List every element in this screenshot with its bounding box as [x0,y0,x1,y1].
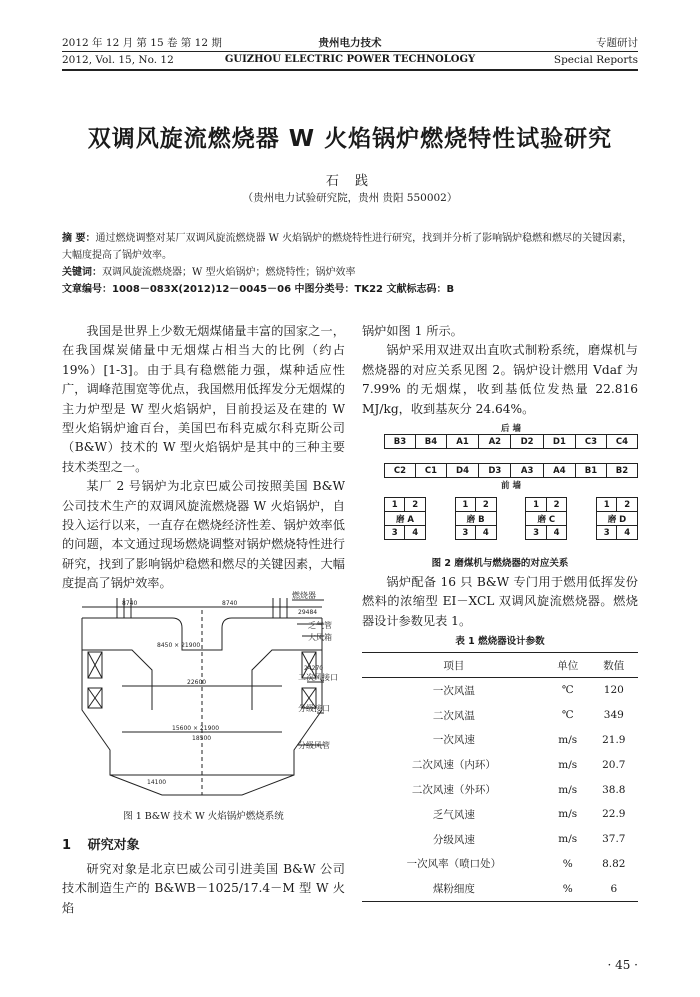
front-burner-5: A4 [543,464,575,478]
table1-header-1: 单位 [546,653,590,678]
table-cell-item: 乏气风速 [432,808,475,821]
mill-0 [384,497,426,540]
table-cell-value: 6 [590,876,638,901]
front-wall-label: 前 墙 [501,480,521,491]
figure2-caption [362,555,638,569]
label-staged-port: 分级接口 [298,704,330,713]
header-section-cn: 专题研讨 [596,37,638,49]
front-row [385,464,638,478]
header-rule-thick [62,69,638,71]
paragraph-intro: 我国是世界上少数无烟煤储量丰富的国家之一，在我国煤炭储量中无烟煤占相当大的比例（约占 19%）[1-3]。由于具有稳燃能力强，煤种适应性广，调峰范围宽等优点，我国燃用低挥发分无烟煤的主力炉型是 W 型火焰锅炉，目前投运及在建的 W 型火焰锅炉逾百台，美国巴布科克威尔科克斯公司（B&W）技术的 W 型火焰锅炉是其中的三种主要技术类型之一。 [62,324,345,474]
table-row [362,852,638,877]
affiliation: （贵州电力试验研究院，贵州 贵阳 550002） [242,192,458,204]
paper-title: 双调风旋流燃烧器 W 火焰锅炉燃烧特性试验研究 [87,126,613,152]
mill-outlet: 4 [617,526,638,540]
table-cell-unit: m/s [558,808,578,821]
table1-caption-text: 表 1 燃烧器设计参数 [455,636,545,647]
header-issue-en: 2012, Vol. 15, No. 12 [62,54,174,66]
table-row [362,827,638,852]
label-big-duct: 大风箱 [308,633,332,642]
table-cell-item: 一次风率（喷口处） [406,858,502,871]
table-cell-value: 22.9 [602,808,626,821]
dim-24270: 24270 [304,665,324,672]
table-row [362,703,638,728]
mill-outlet: 3 [455,526,475,540]
section-1-number: 1 [62,838,72,853]
left-column-top [62,322,345,594]
table1 [362,652,638,902]
dim-14100: 14100 [147,779,167,786]
dim-18500: 18500 [192,735,212,742]
keywords-label: 关键词： [62,267,102,278]
mill-outlet: 1 [385,498,405,512]
mill-outlet: 2 [476,498,497,512]
table1-header-2: 数值 [590,653,638,678]
mills-row [384,497,638,540]
front-burner-0: C2 [385,464,416,478]
mill-outlet: 1 [596,498,616,512]
section-1-title: 研究对象 [87,838,140,853]
mill-3 [596,497,638,540]
keywords [62,264,638,281]
mill-outlet: 4 [476,526,497,540]
front-burner-4: A3 [511,464,543,478]
figure2-caption-text: 图 2 磨煤机与燃烧器的对应关系 [431,558,569,569]
dim-22600: 22600 [187,679,207,686]
table-row [362,802,638,827]
label-over-fire: 乏气管 [308,621,332,630]
dim-8450: 8450 × 21900 [157,642,201,649]
figure1-caption: 图 1 B&W 技术 W 火焰锅炉燃烧系统 [123,811,284,822]
rear-burner-0: B3 [385,435,416,449]
mill-2 [525,497,567,540]
header-rule-thin [62,51,638,52]
figure1-boiler-diagram [62,590,345,800]
table1-header-0: 项目 [362,653,546,678]
table-row [362,777,638,802]
header-section-en: Special Reports [553,54,638,66]
mill-outlet: 2 [546,498,567,512]
header-journal-cn: 贵州电力技术 [318,37,382,49]
abstract [62,230,638,264]
rear-burner-5: D1 [543,435,575,449]
mill-name: 磨 A [385,512,426,526]
mill-outlet: 4 [546,526,567,540]
table-cell-item: 一次风温 [432,684,475,697]
mill-outlet: 3 [596,526,616,540]
label-secondary-air-port: 二次风接口 [298,673,338,682]
mill-outlet: 1 [526,498,546,512]
label-burner: 燃烧器 [292,591,316,600]
mill-outlet: 3 [385,526,405,540]
table-row [362,678,638,703]
mill-name: 磨 B [455,512,496,526]
table-cell-item: 二次风速（外环） [411,784,496,797]
mill-1 [455,497,497,540]
paragraph-coal-system: 锅炉采用双进双出直吹式制粉系统，磨煤机与燃烧器的对应关系见图 2。锅炉设计燃用 Vdaf 为 7.99% 的无烟煤，收到基低位发热量 22.816 MJ/kg，收到基灰分 24.64%。 [362,343,638,416]
table-cell-unit: m/s [558,833,578,846]
table-cell-value: 20.7 [602,758,626,771]
table-cell-value: 37.7 [602,833,626,846]
rear-row [385,435,638,449]
mill-outlet: 4 [405,526,426,540]
table-cell-item: 二次风速（内环） [411,759,496,772]
table-cell-item: 二次风温 [432,709,475,722]
mill-name: 磨 D [596,512,637,526]
rear-burner-4: D2 [511,435,543,449]
table-cell-unit: ℃ [561,684,574,697]
label-staged-pipe: 分级风管 [298,741,330,750]
page-number: · 45 · [607,958,638,972]
table1-caption [362,633,638,647]
paragraph-burner-intro: 锅炉配备 16 只 B&W 专门用于燃用低挥发份燃料的浓缩型 EI－XCL 双调风旋流燃烧器。燃烧器设计参数见表 1。 [362,575,638,628]
front-burner-2: D4 [446,464,478,478]
rear-burner-6: C3 [576,435,607,449]
table-row [362,752,638,777]
right-column-top [362,322,638,419]
figure2-walls-table [384,421,638,491]
mill-name: 磨 C [526,512,567,526]
left-column-bottom [62,860,345,918]
table-cell-item: 一次风速 [432,734,475,747]
author: 石 践 [325,174,375,189]
table-cell-unit: % [562,857,573,870]
header-journal-en: GUIZHOU ELECTRIC POWER TECHNOLOGY [224,54,476,65]
section-1-heading [62,834,140,853]
header-issue-cn: 2012 年 12 月 第 15 卷 第 12 期 [62,37,222,49]
table-cell-unit: m/s [558,783,578,796]
dim-29484: 29484 [298,609,318,616]
table-cell-unit: m/s [558,733,578,746]
front-burner-3: D3 [479,464,511,478]
dim-15600: 15600 × 21900 [172,725,220,732]
front-burner-6: B1 [576,464,607,478]
paragraph-fig-ref: 锅炉如图 1 所示。 [362,324,463,338]
table-cell-value: 8.82 [602,857,626,870]
figure2-diagram [384,421,638,540]
mill-outlet: 3 [526,526,546,540]
table-cell-unit: % [546,876,590,901]
rear-wall-label: 后 墙 [501,423,521,434]
mill-outlet: 1 [455,498,475,512]
rear-burner-2: A1 [446,435,478,449]
table-cell-value: 120 [603,684,624,697]
table-cell-value: 349 [603,709,624,722]
abstract-text: 通过燃烧调整对某厂双调风旋流燃烧器 W 火焰锅炉的燃烧特性进行研究，找到并分析了影响锅炉稳燃和燃尽的关键因素，大幅度提高了锅炉效率。 [62,233,633,261]
front-burner-1: C1 [415,464,446,478]
table-cell-unit: m/s [558,758,578,771]
rear-burner-3: A2 [479,435,511,449]
table-row [362,728,638,753]
table-cell-item: 分级风速 [432,833,475,846]
keywords-text: 双调风旋流燃烧器；W 型火焰锅炉；燃烧特性；锅炉效率 [102,267,356,278]
mill-outlet: 2 [405,498,426,512]
table-row [362,876,638,901]
table-cell-item: 煤粉细度 [362,876,546,901]
rear-burner-1: B4 [415,435,446,449]
paragraph-research-object: 研究对象是北京巴威公司引进美国 B&W 公司技术制造生产的 B&WB－1025/17.4－M 型 W 火焰 [62,862,345,915]
abstract-block [62,230,638,298]
paragraph-background: 某厂 2 号锅炉为北京巴威公司按照美国 B&W 公司技术生产的双调风旋流燃烧器 W 火焰锅炉，自投入运行以来，一直存在燃烧经济性差、锅炉效率低的问题，本文通过现场燃烧调整对锅炉燃烧特性进行研究，找到了影响锅炉稳燃和燃尽的关键因素，大幅度提高了锅炉效率。 [62,479,345,591]
table1-header-row [362,653,638,678]
right-burner-pipes [273,598,287,618]
abstract-label: 摘 要： [62,233,96,244]
mill-outlet: 2 [617,498,638,512]
table-cell-unit: ℃ [561,709,574,722]
table-cell-value: 38.8 [602,783,626,796]
table-cell-value: 21.9 [602,733,626,746]
right-column-mid [362,573,638,631]
dim-8740-right: 8740 [222,600,238,607]
front-burner-7: B2 [606,464,637,478]
dim-8740-left: 8740 [122,600,138,607]
article-info: 文章编号：1008－083X(2012)12－0045－06 中图分类号：TK22 文献标志码：B [62,284,455,295]
rear-burner-7: C4 [606,435,637,449]
